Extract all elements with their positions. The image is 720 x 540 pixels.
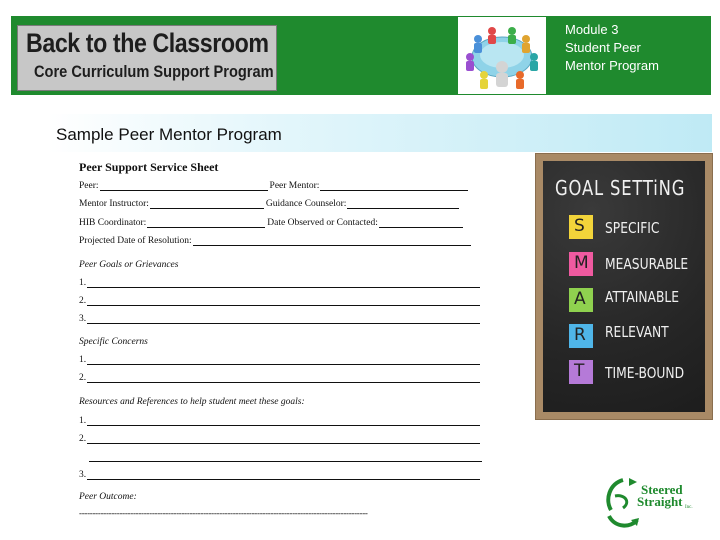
steered-straight-logo <box>601 474 701 530</box>
sticky-note-a: A <box>569 288 593 312</box>
word-time-bound: TIME-BOUND <box>605 364 685 382</box>
guidance-blank[interactable] <box>347 199 459 209</box>
goal-line-3[interactable]: 3. <box>79 314 482 324</box>
resource-line-3[interactable]: 3. <box>79 470 482 480</box>
resource-line-1[interactable]: 1. <box>79 416 482 426</box>
instructor-row <box>79 199 461 209</box>
resource-line-2b[interactable] <box>88 452 484 462</box>
sheet-heading: Peer Support Service Sheet <box>79 160 219 174</box>
goal-line-2[interactable]: 2. <box>79 296 482 306</box>
hib-row <box>79 218 465 228</box>
logo-title: Back to the Classroom <box>26 28 269 58</box>
slide-title-bar <box>48 114 712 152</box>
goal-line-1[interactable]: 1. <box>79 278 482 288</box>
peer-mentor-blank[interactable] <box>320 181 468 191</box>
sticky-note-r: R <box>569 324 593 348</box>
mentor-instructor-blank[interactable] <box>150 199 264 209</box>
projected-label: Projected Date of Resolution: <box>79 236 192 246</box>
peer-row <box>79 181 470 191</box>
peer-mentor-label: Peer Mentor: <box>269 181 320 191</box>
module-subtitle-1: Student Peer <box>565 40 641 55</box>
date-observed-blank[interactable] <box>379 218 463 228</box>
slide-title: Sample Peer Mentor Program <box>56 125 282 144</box>
resource-line-2[interactable]: 2. <box>79 434 482 444</box>
module-subtitle-2: Mentor Program <box>565 58 659 73</box>
outcome-heading: Peer Outcome: <box>79 492 137 502</box>
mentor-instructor-label: Mentor Instructor: <box>79 199 149 209</box>
chalkboard-surface <box>543 161 705 412</box>
meeting-table-icon <box>458 17 546 94</box>
guidance-label: Guidance Counselor: <box>265 199 347 209</box>
concerns-heading: Specific Concerns <box>79 337 148 347</box>
goal-setting-chalkboard <box>535 153 713 420</box>
goals-heading: Peer Goals or Grievances <box>79 260 179 270</box>
brand-suffix: Inc. <box>685 505 693 510</box>
word-attainable: ATTAINABLE <box>605 288 680 306</box>
chalkboard-title: GOAL SETTiNG <box>555 176 686 200</box>
brand-line2: Straight <box>637 494 683 509</box>
peer-label: Peer: <box>79 181 99 191</box>
projected-blank[interactable] <box>193 236 471 246</box>
meeting-clipart <box>458 17 546 94</box>
projected-row <box>79 236 473 246</box>
steered-straight-mark-icon <box>601 474 701 530</box>
concern-line-1[interactable]: 1. <box>79 355 482 365</box>
logo-subtitle: Core Curriculum Support Program <box>34 62 274 81</box>
date-observed-label: Date Observed or Contacted: <box>267 218 378 228</box>
peer-blank[interactable] <box>100 181 268 191</box>
sticky-note-t: T <box>569 360 593 384</box>
sticky-note-s: S <box>569 215 593 239</box>
outcome-dashes: ----------------------------------------------------------------------------------------------------------- <box>79 508 368 518</box>
hib-label: HIB Coordinator: <box>79 218 147 228</box>
resources-heading: Resources and References to help student meet these goals: <box>79 397 305 407</box>
word-measurable: MEASURABLE <box>605 255 689 273</box>
program-logo <box>17 25 277 91</box>
word-relevant: RELEVANT <box>605 323 669 341</box>
word-specific: SPECIFIC <box>605 219 660 237</box>
module-number: Module 3 <box>565 22 619 37</box>
sticky-note-m: M <box>569 252 593 276</box>
concern-line-2[interactable]: 2. <box>79 373 482 383</box>
hib-blank[interactable] <box>147 218 265 228</box>
brand-line1: Steered <box>641 482 683 497</box>
module-label <box>565 21 705 75</box>
